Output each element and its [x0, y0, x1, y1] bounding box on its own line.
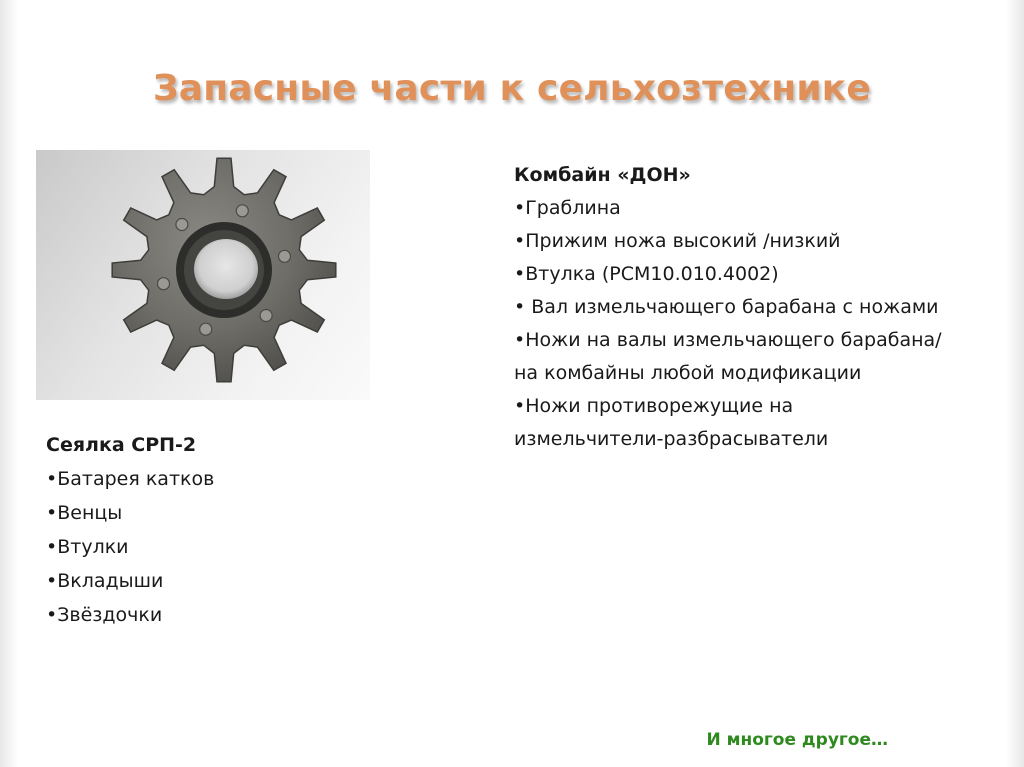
- list-item: • Венцы: [46, 496, 376, 530]
- sprocket-gear-image: [36, 150, 370, 400]
- rivet-stud: [236, 205, 248, 217]
- rivet-stud: [158, 278, 170, 290]
- list-item: • Втулки: [46, 530, 376, 564]
- slide-right-shadow: [1006, 0, 1024, 767]
- list-item: • Ножи на валы измельчающего барабана/на комбайны любой модификации: [514, 324, 944, 390]
- list-item: • Втулка (РСМ10.010.4002): [514, 258, 944, 291]
- list-item: • Вал измельчающего барабана с ножами: [514, 291, 944, 324]
- hub-hole: [194, 239, 258, 299]
- list-item: • Звёздочки: [46, 598, 376, 632]
- seeder-section: [46, 428, 376, 632]
- sprocket-photo: [36, 150, 370, 400]
- footer-note: И многое другое…: [706, 730, 888, 750]
- combine-parts-list: [514, 192, 944, 456]
- list-item: • Батарея катков: [46, 462, 376, 496]
- seeder-parts-list: [46, 462, 376, 632]
- combine-section: [514, 158, 944, 456]
- rivet-stud: [260, 310, 272, 322]
- list-item: • Ножи противорежущие на измельчители-разбрасыватели: [514, 390, 944, 456]
- rivet-stud: [279, 250, 291, 262]
- combine-heading: Комбайн «ДОН»: [514, 164, 691, 186]
- seeder-heading: Сеялка СРП-2: [46, 434, 197, 456]
- slide-left-shadow: [0, 0, 18, 767]
- list-item: • Вкладыши: [46, 564, 376, 598]
- slide-title: Запасные части к сельхозтехнике: [152, 68, 872, 109]
- list-item: • Прижим ножа высокий /низкий: [514, 225, 944, 258]
- list-item: • Граблина: [514, 192, 944, 225]
- rivet-stud: [200, 323, 212, 335]
- rivet-stud: [176, 219, 188, 231]
